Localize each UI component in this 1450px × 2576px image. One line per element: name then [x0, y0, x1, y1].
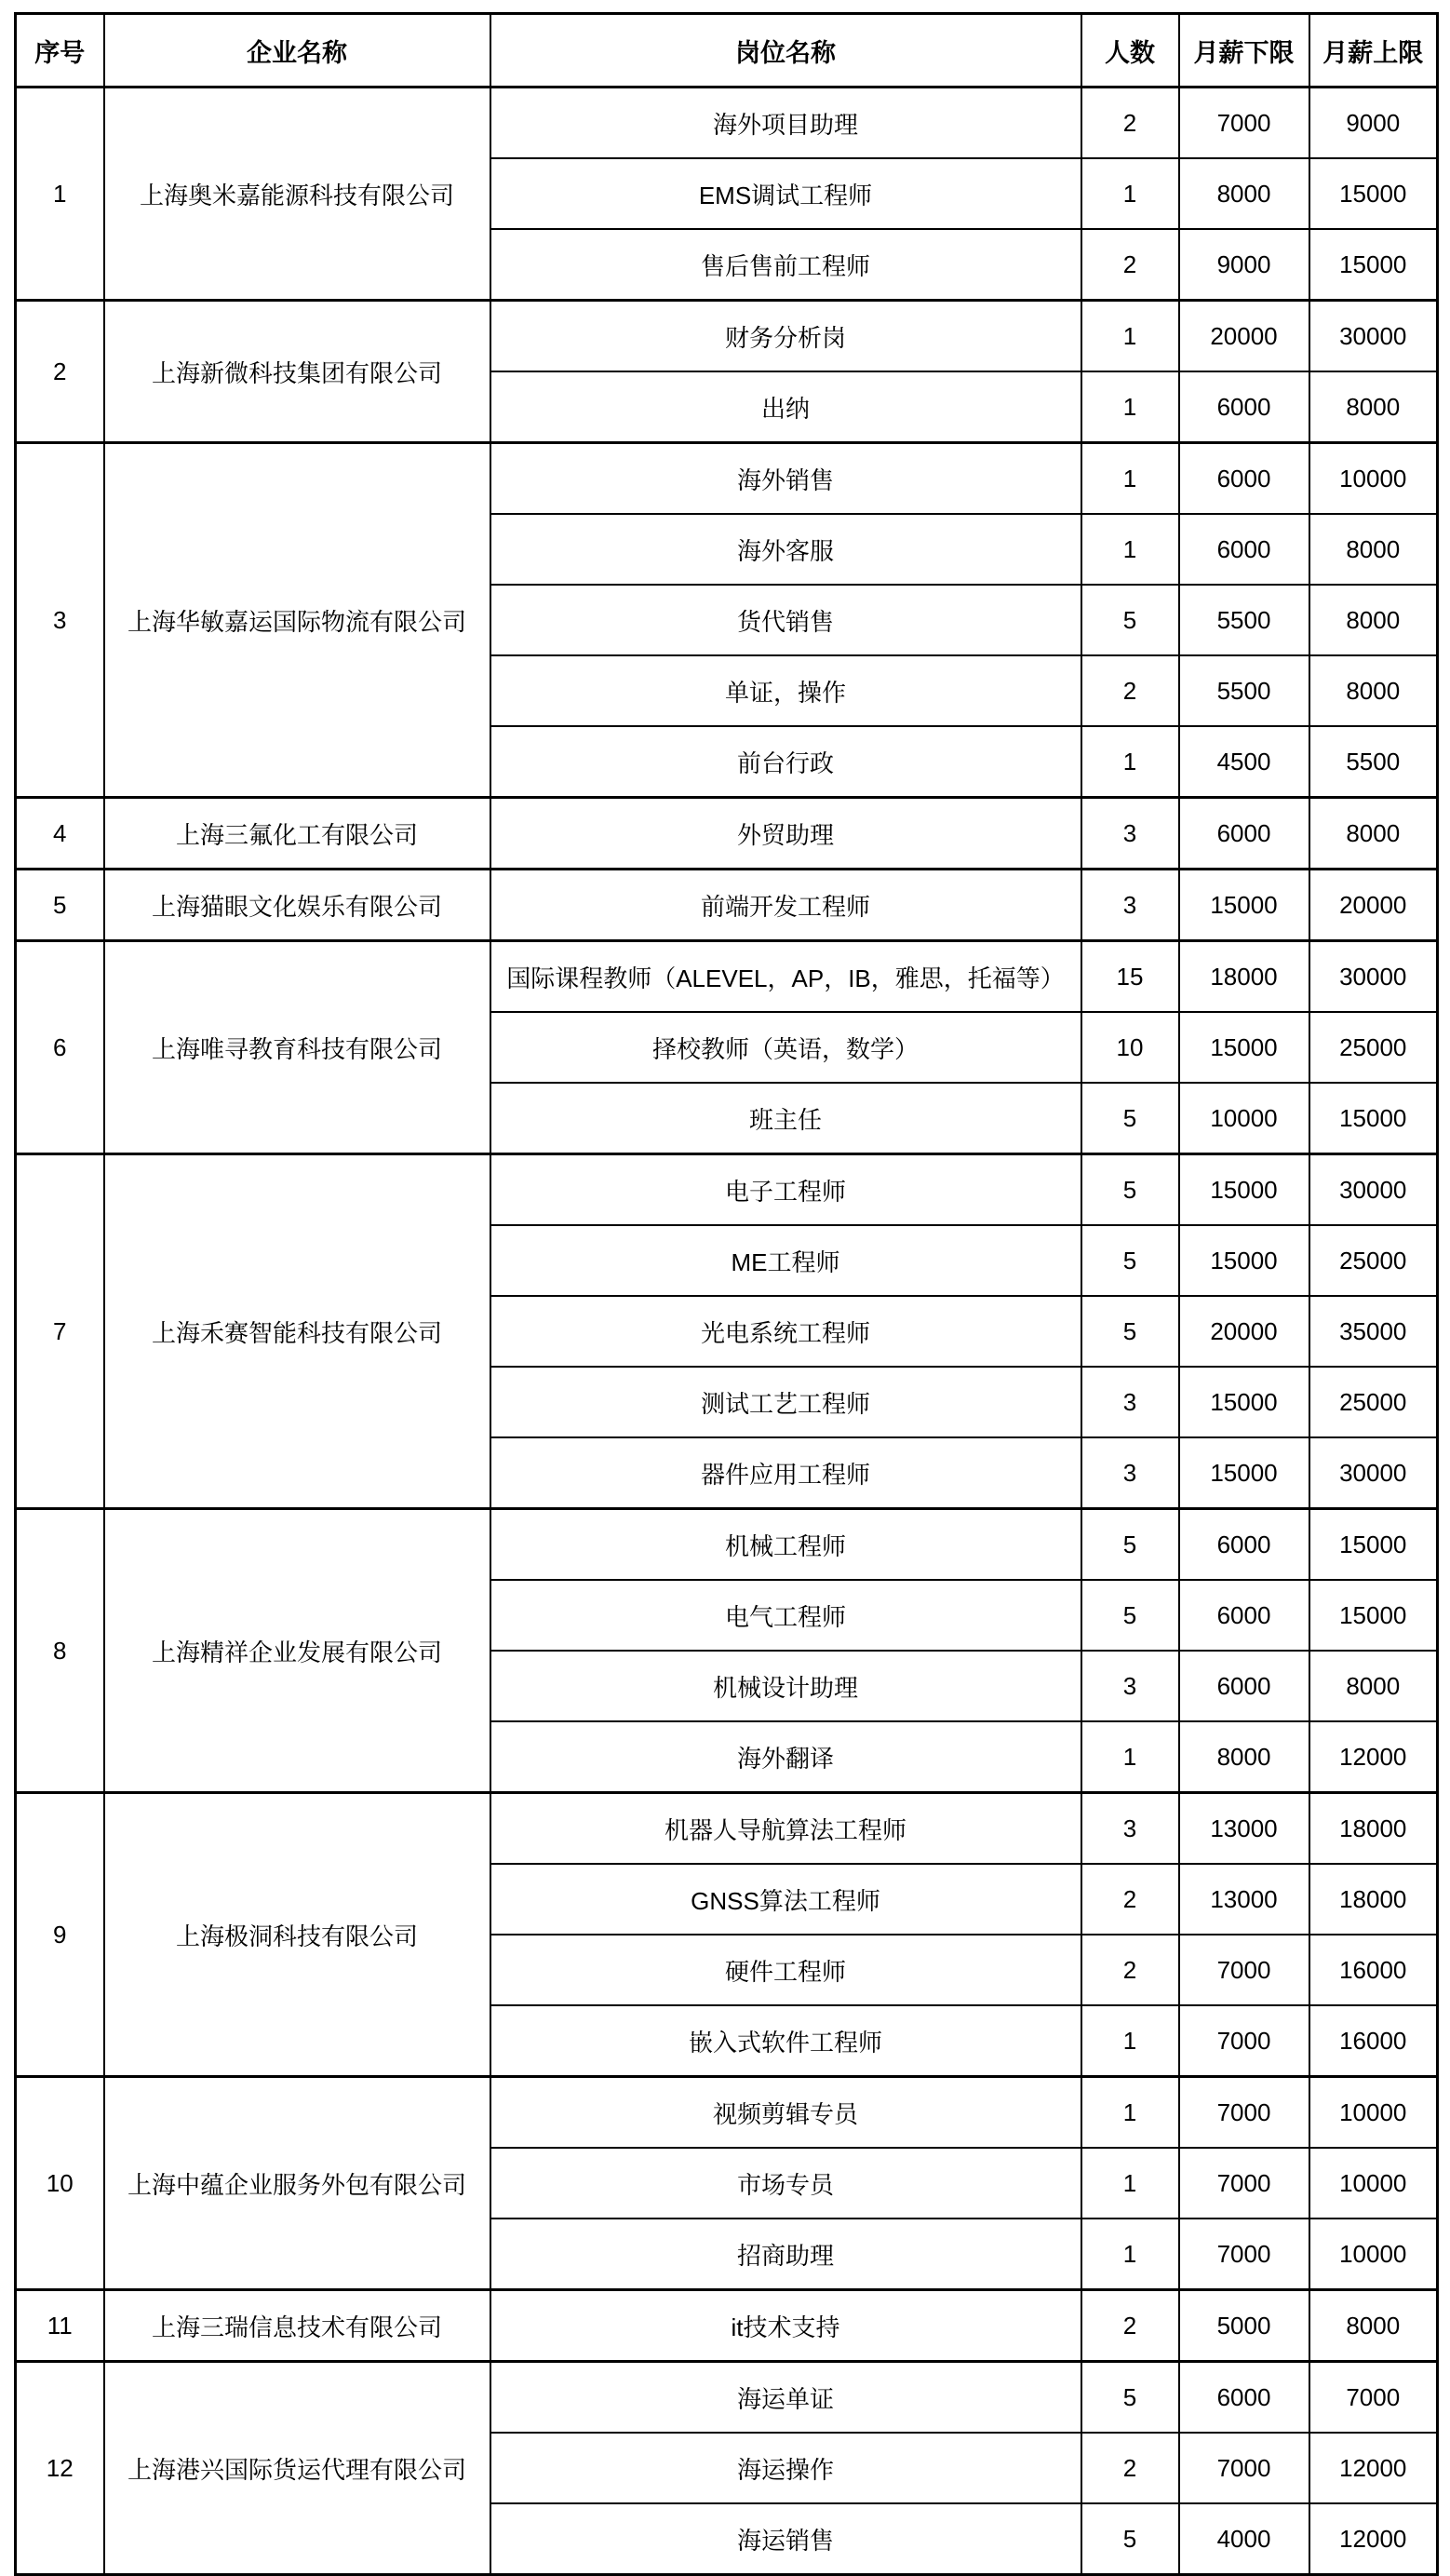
company-name-cell: 上海禾赛智能科技有限公司: [104, 1154, 490, 1509]
salary-max-cell: 15000: [1309, 1580, 1438, 1651]
position-row: [16, 301, 1438, 372]
table-body: [16, 88, 1438, 2575]
row-index-cell: 10: [16, 2077, 104, 2290]
column-header-headcount: 人数: [1081, 14, 1179, 88]
column-header-index: 序号: [16, 14, 104, 88]
row-index-cell: 2: [16, 301, 104, 443]
column-header-company: 企业名称: [104, 14, 490, 88]
position-name-cell: 市场专员: [490, 2148, 1081, 2219]
headcount-cell: 3: [1081, 870, 1179, 941]
salary-min-cell: 20000: [1179, 301, 1309, 372]
position-name-cell: ME工程师: [490, 1225, 1081, 1296]
row-index-cell: 4: [16, 798, 104, 870]
salary-max-cell: 18000: [1309, 1864, 1438, 1935]
salary-min-cell: 7000: [1179, 88, 1309, 159]
headcount-cell: 1: [1081, 2077, 1179, 2149]
headcount-cell: 5: [1081, 2362, 1179, 2434]
position-name-cell: 外贸助理: [490, 798, 1081, 870]
salary-min-cell: 7000: [1179, 2433, 1309, 2503]
position-row: [16, 443, 1438, 515]
headcount-cell: 2: [1081, 1864, 1179, 1935]
headcount-cell: 2: [1081, 2433, 1179, 2503]
headcount-cell: 1: [1081, 2148, 1179, 2219]
salary-max-cell: 9000: [1309, 88, 1438, 159]
position-name-cell: 嵌入式软件工程师: [490, 2005, 1081, 2077]
salary-min-cell: 8000: [1179, 158, 1309, 229]
company-name-cell: 上海中蕴企业服务外包有限公司: [104, 2077, 490, 2290]
headcount-cell: 1: [1081, 2219, 1179, 2290]
salary-max-cell: 7000: [1309, 2362, 1438, 2434]
salary-min-cell: 6000: [1179, 514, 1309, 585]
position-name-cell: EMS调试工程师: [490, 158, 1081, 229]
salary-min-cell: 13000: [1179, 1864, 1309, 1935]
headcount-cell: 5: [1081, 1083, 1179, 1154]
position-row: [16, 2077, 1438, 2149]
row-index-cell: 11: [16, 2290, 104, 2362]
salary-min-cell: 5500: [1179, 655, 1309, 726]
headcount-cell: 3: [1081, 1367, 1179, 1437]
headcount-cell: 1: [1081, 301, 1179, 372]
position-name-cell: 海外翻译: [490, 1721, 1081, 1793]
headcount-cell: 5: [1081, 2503, 1179, 2575]
salary-min-cell: 6000: [1179, 2362, 1309, 2434]
salary-min-cell: 9000: [1179, 229, 1309, 301]
company-name-cell: 上海三瑞信息技术有限公司: [104, 2290, 490, 2362]
position-name-cell: 海外销售: [490, 443, 1081, 515]
salary-max-cell: 30000: [1309, 1154, 1438, 1226]
job-listings-table-container: [14, 12, 1439, 2576]
salary-min-cell: 20000: [1179, 1296, 1309, 1367]
salary-min-cell: 8000: [1179, 1721, 1309, 1793]
headcount-cell: 15: [1081, 941, 1179, 1013]
headcount-cell: 1: [1081, 1721, 1179, 1793]
position-name-cell: 前端开发工程师: [490, 870, 1081, 941]
headcount-cell: 1: [1081, 726, 1179, 798]
position-name-cell: 电气工程师: [490, 1580, 1081, 1651]
position-name-cell: 机器人导航算法工程师: [490, 1793, 1081, 1865]
salary-max-cell: 16000: [1309, 1935, 1438, 2005]
salary-max-cell: 5500: [1309, 726, 1438, 798]
salary-min-cell: 6000: [1179, 798, 1309, 870]
salary-min-cell: 7000: [1179, 1935, 1309, 2005]
position-name-cell: 货代销售: [490, 585, 1081, 655]
salary-max-cell: 15000: [1309, 1083, 1438, 1154]
position-row: [16, 941, 1438, 1013]
salary-min-cell: 6000: [1179, 371, 1309, 443]
salary-max-cell: 8000: [1309, 371, 1438, 443]
headcount-cell: 5: [1081, 1225, 1179, 1296]
position-row: [16, 798, 1438, 870]
headcount-cell: 2: [1081, 1935, 1179, 2005]
company-name-cell: 上海猫眼文化娱乐有限公司: [104, 870, 490, 941]
position-name-cell: 海运操作: [490, 2433, 1081, 2503]
headcount-cell: 3: [1081, 1437, 1179, 1509]
row-index-cell: 1: [16, 88, 104, 301]
salary-min-cell: 7000: [1179, 2219, 1309, 2290]
salary-min-cell: 5000: [1179, 2290, 1309, 2362]
headcount-cell: 3: [1081, 798, 1179, 870]
salary-max-cell: 8000: [1309, 798, 1438, 870]
position-name-cell: 视频剪辑专员: [490, 2077, 1081, 2149]
salary-max-cell: 25000: [1309, 1012, 1438, 1083]
salary-max-cell: 30000: [1309, 1437, 1438, 1509]
salary-max-cell: 20000: [1309, 870, 1438, 941]
headcount-cell: 5: [1081, 1509, 1179, 1581]
headcount-cell: 5: [1081, 585, 1179, 655]
column-header-salary-min: 月薪下限: [1179, 14, 1309, 88]
salary-min-cell: 13000: [1179, 1793, 1309, 1865]
column-header-salary-max: 月薪上限: [1309, 14, 1438, 88]
position-name-cell: 光电系统工程师: [490, 1296, 1081, 1367]
salary-max-cell: 12000: [1309, 1721, 1438, 1793]
position-name-cell: 器件应用工程师: [490, 1437, 1081, 1509]
headcount-cell: 1: [1081, 371, 1179, 443]
salary-min-cell: 15000: [1179, 1367, 1309, 1437]
position-row: [16, 2362, 1438, 2434]
salary-max-cell: 12000: [1309, 2433, 1438, 2503]
salary-min-cell: 7000: [1179, 2077, 1309, 2149]
position-name-cell: 前台行政: [490, 726, 1081, 798]
position-name-cell: 国际课程教师（ALEVEL，AP，IB，雅思，托福等）: [490, 941, 1081, 1013]
company-name-cell: 上海奥米嘉能源科技有限公司: [104, 88, 490, 301]
salary-max-cell: 30000: [1309, 941, 1438, 1013]
row-index-cell: 12: [16, 2362, 104, 2575]
salary-min-cell: 4500: [1179, 726, 1309, 798]
position-name-cell: 机械工程师: [490, 1509, 1081, 1581]
headcount-cell: 1: [1081, 2005, 1179, 2077]
headcount-cell: 5: [1081, 1296, 1179, 1367]
company-name-cell: 上海新微科技集团有限公司: [104, 301, 490, 443]
position-name-cell: 硬件工程师: [490, 1935, 1081, 2005]
headcount-cell: 1: [1081, 443, 1179, 515]
salary-max-cell: 10000: [1309, 2219, 1438, 2290]
table-header: [16, 14, 1438, 88]
job-listings-table: [14, 12, 1439, 2576]
position-row: [16, 870, 1438, 941]
headcount-cell: 5: [1081, 1154, 1179, 1226]
column-header-position: 岗位名称: [490, 14, 1081, 88]
position-name-cell: 班主任: [490, 1083, 1081, 1154]
salary-max-cell: 10000: [1309, 443, 1438, 515]
salary-max-cell: 30000: [1309, 301, 1438, 372]
headcount-cell: 5: [1081, 1580, 1179, 1651]
headcount-cell: 3: [1081, 1793, 1179, 1865]
position-name-cell: 招商助理: [490, 2219, 1081, 2290]
headcount-cell: 3: [1081, 1651, 1179, 1721]
company-name-cell: 上海华敏嘉运国际物流有限公司: [104, 443, 490, 798]
salary-min-cell: 15000: [1179, 1012, 1309, 1083]
company-name-cell: 上海精祥企业发展有限公司: [104, 1509, 490, 1793]
position-name-cell: 海外客服: [490, 514, 1081, 585]
salary-min-cell: 15000: [1179, 870, 1309, 941]
position-name-cell: 海运销售: [490, 2503, 1081, 2575]
row-index-cell: 3: [16, 443, 104, 798]
headcount-cell: 2: [1081, 229, 1179, 301]
salary-min-cell: 5500: [1179, 585, 1309, 655]
position-name-cell: 海外项目助理: [490, 88, 1081, 159]
position-name-cell: GNSS算法工程师: [490, 1864, 1081, 1935]
salary-min-cell: 7000: [1179, 2148, 1309, 2219]
salary-min-cell: 15000: [1179, 1225, 1309, 1296]
salary-max-cell: 18000: [1309, 1793, 1438, 1865]
salary-min-cell: 18000: [1179, 941, 1309, 1013]
position-name-cell: 测试工艺工程师: [490, 1367, 1081, 1437]
headcount-cell: 10: [1081, 1012, 1179, 1083]
salary-max-cell: 8000: [1309, 514, 1438, 585]
salary-min-cell: 15000: [1179, 1437, 1309, 1509]
row-index-cell: 5: [16, 870, 104, 941]
headcount-cell: 2: [1081, 2290, 1179, 2362]
row-index-cell: 9: [16, 1793, 104, 2077]
salary-min-cell: 10000: [1179, 1083, 1309, 1154]
company-name-cell: 上海极洞科技有限公司: [104, 1793, 490, 2077]
salary-max-cell: 8000: [1309, 1651, 1438, 1721]
position-name-cell: 售后售前工程师: [490, 229, 1081, 301]
position-row: [16, 2290, 1438, 2362]
row-index-cell: 7: [16, 1154, 104, 1509]
row-index-cell: 6: [16, 941, 104, 1154]
position-name-cell: 单证，操作: [490, 655, 1081, 726]
salary-min-cell: 7000: [1179, 2005, 1309, 2077]
salary-max-cell: 15000: [1309, 229, 1438, 301]
company-name-cell: 上海三氟化工有限公司: [104, 798, 490, 870]
position-name-cell: 出纳: [490, 371, 1081, 443]
salary-max-cell: 25000: [1309, 1225, 1438, 1296]
salary-min-cell: 15000: [1179, 1154, 1309, 1226]
salary-min-cell: 4000: [1179, 2503, 1309, 2575]
position-name-cell: 财务分析岗: [490, 301, 1081, 372]
company-name-cell: 上海港兴国际货运代理有限公司: [104, 2362, 490, 2575]
position-row: [16, 1793, 1438, 1865]
salary-max-cell: 8000: [1309, 2290, 1438, 2362]
salary-min-cell: 6000: [1179, 1580, 1309, 1651]
salary-max-cell: 16000: [1309, 2005, 1438, 2077]
headcount-cell: 2: [1081, 88, 1179, 159]
salary-max-cell: 15000: [1309, 1509, 1438, 1581]
header-row: [16, 14, 1438, 88]
salary-max-cell: 8000: [1309, 655, 1438, 726]
salary-min-cell: 6000: [1179, 1509, 1309, 1581]
position-name-cell: 机械设计助理: [490, 1651, 1081, 1721]
position-row: [16, 88, 1438, 159]
position-name-cell: 择校教师（英语，数学）: [490, 1012, 1081, 1083]
salary-max-cell: 10000: [1309, 2148, 1438, 2219]
position-name-cell: 电子工程师: [490, 1154, 1081, 1226]
salary-max-cell: 12000: [1309, 2503, 1438, 2575]
salary-max-cell: 35000: [1309, 1296, 1438, 1367]
headcount-cell: 1: [1081, 158, 1179, 229]
salary-max-cell: 15000: [1309, 158, 1438, 229]
company-name-cell: 上海唯寻教育科技有限公司: [104, 941, 490, 1154]
headcount-cell: 1: [1081, 514, 1179, 585]
salary-max-cell: 8000: [1309, 585, 1438, 655]
position-row: [16, 1154, 1438, 1226]
salary-max-cell: 25000: [1309, 1367, 1438, 1437]
position-row: [16, 1509, 1438, 1581]
salary-min-cell: 6000: [1179, 1651, 1309, 1721]
row-index-cell: 8: [16, 1509, 104, 1793]
position-name-cell: 海运单证: [490, 2362, 1081, 2434]
headcount-cell: 2: [1081, 655, 1179, 726]
position-name-cell: it技术支持: [490, 2290, 1081, 2362]
salary-min-cell: 6000: [1179, 443, 1309, 515]
salary-max-cell: 10000: [1309, 2077, 1438, 2149]
